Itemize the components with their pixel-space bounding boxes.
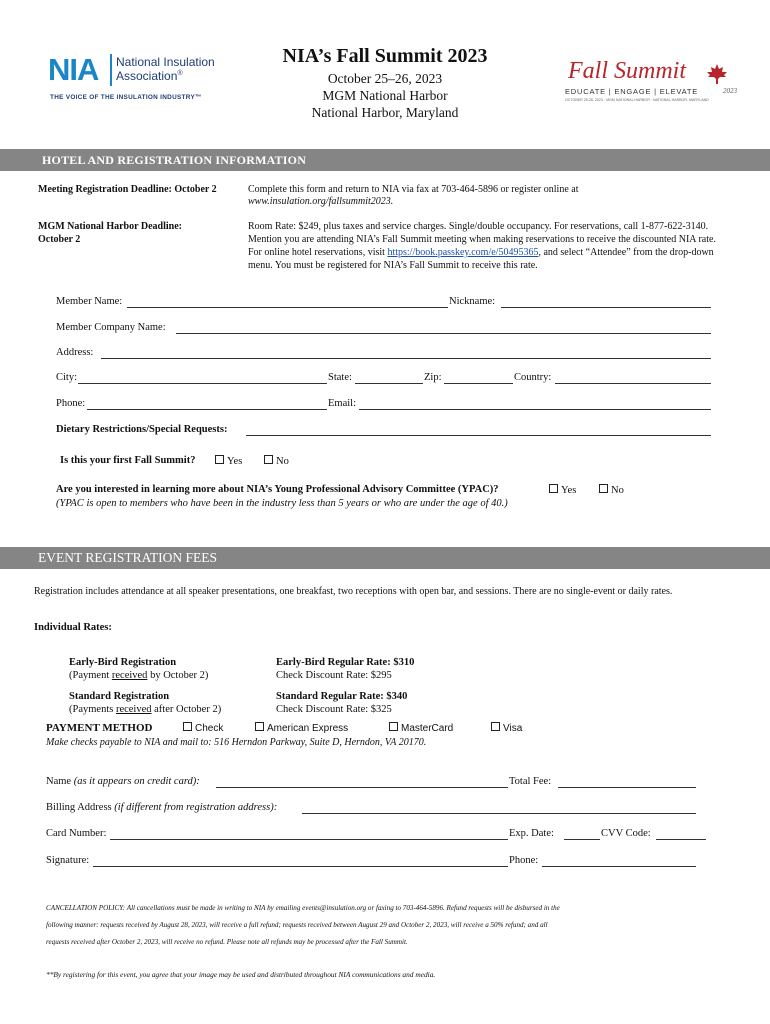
standard-rate: Standard Regular Rate: $340 <box>276 691 408 702</box>
city-label: City: <box>56 372 78 383</box>
fees-intro: Registration includes attendance at all speaker presentations, one breakfast, two receptions with open bar, and sessions. There are no single-event or daily rates. <box>34 586 673 597</box>
checkbox-icon <box>215 455 224 464</box>
checks-payable-note: Make checks payable to NIA and mail to: 516 Herndon Parkway, Suite D, Herndon, VA 20170. <box>46 737 427 748</box>
checkbox-icon <box>491 722 500 731</box>
summit-year: 2023 <box>723 87 737 95</box>
first-summit-yes[interactable]: Yes <box>215 455 242 467</box>
zip-field[interactable] <box>444 383 513 384</box>
exp-date-field[interactable] <box>564 839 600 840</box>
dietary-label: Dietary Restrictions/Special Requests: <box>56 424 228 435</box>
first-summit-question: Is this your first Fall Summit? <box>60 455 196 466</box>
cancellation-policy-line2: following manner: requests received by August 28, 2023, will receive a full refund; requests received between August 29 and October 2, 2023, will receive a 50% refund; and all <box>46 921 548 929</box>
city-field[interactable] <box>78 383 327 384</box>
address-label: Address: <box>56 347 94 358</box>
checkbox-icon <box>183 722 192 731</box>
payment-phone-field[interactable] <box>542 866 696 867</box>
summit-motto: EDUCATE | ENGAGE | ELEVATE <box>565 87 699 96</box>
checkbox-icon <box>599 484 608 493</box>
early-bird-title: Early-Bird Registration <box>69 657 177 668</box>
individual-rates-label: Individual Rates: <box>34 622 112 633</box>
state-label: State: <box>328 372 352 383</box>
email-label: Email: <box>328 398 356 409</box>
hotel-heading: HOTEL AND REGISTRATION INFORMATION <box>42 153 307 167</box>
payment-method-label: PAYMENT METHOD <box>46 722 153 734</box>
payment-option-check[interactable]: Check <box>183 722 223 734</box>
state-field[interactable] <box>355 383 423 384</box>
billing-address-field[interactable] <box>302 813 696 814</box>
member-name-field[interactable] <box>127 307 448 308</box>
meeting-url[interactable]: www.insulation.org/fallsummit2023. <box>248 196 394 207</box>
ypac-question: Are you interested in learning more about NIA’s Young Professional Advisory Committee (YPAC)? <box>56 484 499 495</box>
logo-tagline: THE VOICE OF THE INSULATION INDUSTRY™ <box>50 94 202 101</box>
zip-label: Zip: <box>424 372 442 383</box>
phone-field[interactable] <box>87 409 327 410</box>
cardholder-name-field[interactable] <box>216 787 508 788</box>
total-fee-label: Total Fee: <box>509 776 552 787</box>
room-rate-line3 <box>248 247 714 258</box>
image-usage-notice: **By registering for this event, you agree that your image may be used and distributed throughout NIA communications and media. <box>46 970 436 979</box>
checkbox-icon <box>389 722 398 731</box>
cvv-label: CVV Code: <box>601 828 651 839</box>
fall-summit-logo <box>563 58 738 106</box>
payment-option-mastercard[interactable]: MasterCard <box>389 722 453 734</box>
checkbox-icon <box>549 484 558 493</box>
country-field[interactable] <box>555 383 711 384</box>
billing-address-label: Billing Address (if different from registration address): <box>46 802 278 813</box>
company-field[interactable] <box>176 333 711 334</box>
card-number-label: Card Number: <box>46 828 107 839</box>
room-rate-line1: Room Rate: $249, plus taxes and service charges. Single/double occupancy. For reservations, call 1-877-622-3140. <box>248 221 709 232</box>
address-field[interactable] <box>101 358 711 359</box>
dietary-field[interactable] <box>246 435 711 436</box>
card-number-field[interactable] <box>110 839 508 840</box>
member-name-label: Member Name: <box>56 296 123 307</box>
early-bird-rate: Early-Bird Regular Rate: $310 <box>276 657 415 668</box>
hotel-section-header <box>0 149 770 171</box>
total-fee-field[interactable] <box>558 787 696 788</box>
phone-label: Phone: <box>56 398 86 409</box>
payment-phone-label: Phone: <box>509 855 539 866</box>
early-bird-sub: (Payment received by October 2) <box>69 670 209 681</box>
ypac-note: (YPAC is open to members who have been in the industry less than 5 years or who are under the age of 40.) <box>56 498 508 509</box>
checkbox-icon <box>264 455 273 464</box>
room-rate-line4: menu. You must be registered for NIA’s Fall Summit to receive this rate. <box>248 260 538 271</box>
fees-heading: EVENT REGISTRATION FEES <box>38 550 218 565</box>
event-location: National Harbor, Maryland <box>311 105 459 120</box>
country-label: Country: <box>514 372 552 383</box>
cancellation-policy-line1: CANCELLATION POLICY: All cancellations must be made in writing to NIA by emailing events@insulation.org or faxing to 703-464-5896. Refund requests will be disbursed in the <box>46 904 560 912</box>
meeting-deadline-text: Complete this form and return to NIA via fax at 703-464-5896 or register online at <box>248 184 579 195</box>
room-rate-line2: Mention you are attending NIA’s Fall Summit meeting when making reservations to receive the discounted NIA rate. <box>248 234 716 245</box>
mgm-deadline-label-1: MGM National Harbor Deadline: <box>38 221 182 232</box>
standard-title: Standard Registration <box>69 691 170 702</box>
event-venue: MGM National Harbor <box>322 88 448 103</box>
fees-section-header <box>0 547 770 569</box>
checkbox-icon <box>255 722 264 731</box>
payment-option-amex[interactable]: American Express <box>255 722 348 734</box>
maple-leaf-icon <box>706 63 728 85</box>
nia-logo-mark: NIA <box>48 52 99 87</box>
standard-check-rate: Check Discount Rate: $325 <box>276 704 392 715</box>
first-summit-no[interactable]: No <box>264 455 289 467</box>
logo-name-line1: National Insulation <box>116 55 215 69</box>
ypac-yes[interactable]: Yes <box>549 484 576 496</box>
cancellation-policy-line3: requests received after October 2, 2023, will receive no refund. Please note all refunds may be processed after the Fall Summit. <box>46 938 408 946</box>
signature-label: Signature: <box>46 855 90 866</box>
logo-name-line2: Association® <box>116 69 183 83</box>
meeting-deadline-label: Meeting Registration Deadline: October 2 <box>38 184 217 195</box>
summit-small-line: OCTOBER 25-26, 2023 · MGM NATIONAL HARBOR · NATIONAL HARBOR, MARYLAND <box>565 98 709 102</box>
cardholder-name-label: Name (as it appears on credit card): <box>46 776 200 787</box>
room-line3-a: For online hotel reservations, visit <box>248 247 388 258</box>
mgm-deadline-label-2: October 2 <box>38 234 81 245</box>
ypac-no[interactable]: No <box>599 484 624 496</box>
event-dates: October 25–26, 2023 <box>327 71 443 86</box>
fall-summit-wordmark: Fall Summit <box>568 58 686 84</box>
nickname-field[interactable] <box>501 307 711 308</box>
cvv-field[interactable] <box>656 839 706 840</box>
signature-field[interactable] <box>93 866 508 867</box>
room-line3-b: , and select “Attendee” from the drop-down <box>538 247 714 258</box>
early-bird-check-rate: Check Discount Rate: $295 <box>276 670 392 681</box>
payment-option-visa[interactable]: Visa <box>491 722 522 734</box>
exp-date-label: Exp. Date: <box>509 828 554 839</box>
nickname-label: Nickname: <box>449 296 496 307</box>
page-title: NIA’s Fall Summit 2023 <box>282 45 488 67</box>
passkey-link[interactable]: https://book.passkey.com/e/50495365 <box>387 247 539 258</box>
email-field[interactable] <box>359 409 711 410</box>
company-label: Member Company Name: <box>56 322 166 333</box>
standard-sub: (Payments received after October 2) <box>69 704 222 715</box>
